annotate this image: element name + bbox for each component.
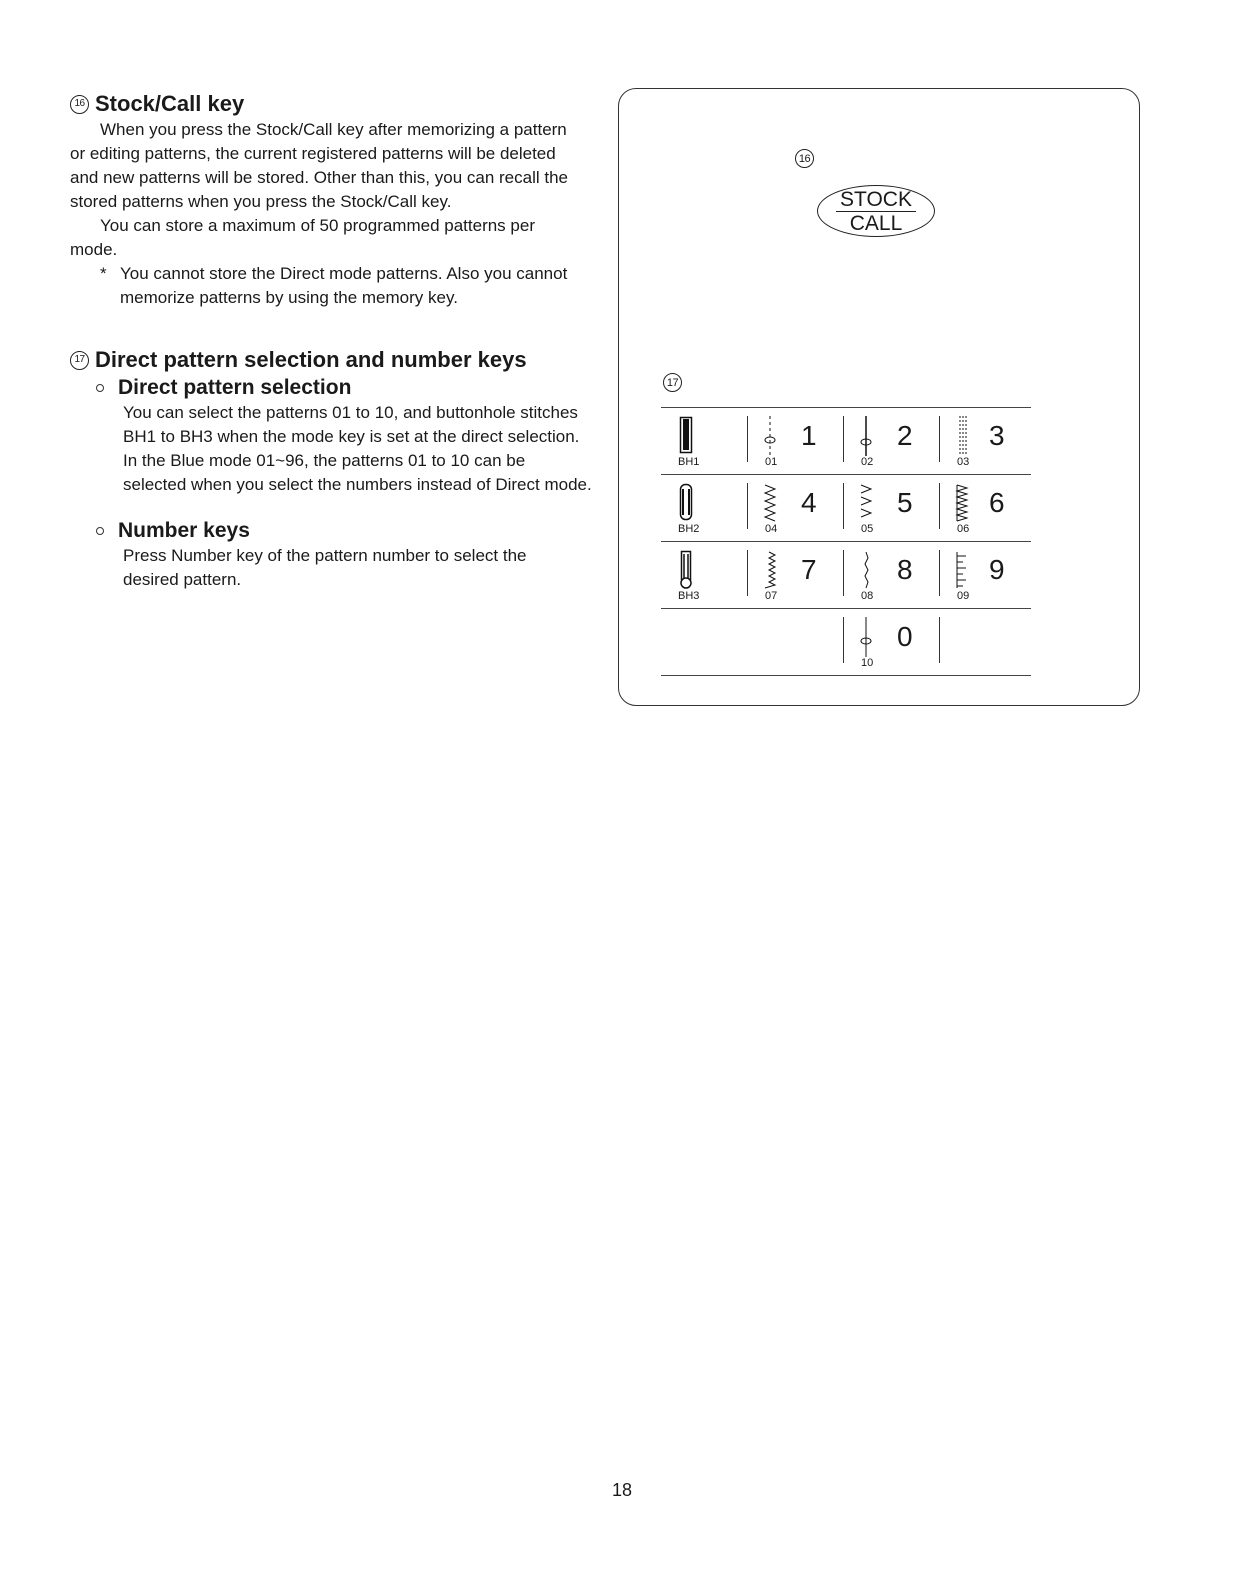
divider (939, 483, 940, 529)
pattern-code: 04 (765, 523, 778, 535)
pattern-05-icon (857, 481, 875, 525)
number-key-2[interactable] (843, 408, 939, 474)
text-column (70, 90, 600, 592)
callout-16-marker: 16 (70, 95, 89, 114)
pattern-code: 07 (765, 590, 778, 602)
stock-call-note-text: You cannot store the Direct mode patterns. Also you cannot memorize patterns by using the memory key. (120, 264, 568, 307)
key-digit: 0 (897, 621, 913, 652)
pattern-09-icon (953, 548, 971, 592)
number-key-6[interactable] (939, 475, 1031, 541)
callout-17-marker: 17 (70, 351, 89, 370)
key-digit: 6 (989, 487, 1005, 518)
pattern-code: 10 (861, 657, 874, 669)
callout-17-label: 17 (663, 373, 682, 392)
bh2-label: BH2 (678, 523, 700, 535)
pattern-code: 02 (861, 456, 874, 468)
pattern-06-icon (953, 481, 971, 525)
number-keys-paragraph: Press Number key of the pattern number to select the desired pattern. (123, 546, 527, 589)
buttonhole-bh2[interactable] (661, 475, 747, 541)
pattern-code: 09 (957, 590, 970, 602)
key-illustration-panel (618, 88, 1140, 706)
buttonhole-bh3-icon (679, 550, 693, 590)
pattern-08-icon (857, 548, 875, 592)
direct-selection-paragraph-1: You can select the patterns 01 to 10, and buttonhole stitches BH1 to BH3 when the mode key is set at the direct selection. (123, 403, 580, 446)
note-asterisk: * (100, 264, 107, 283)
key-row-3 (661, 541, 1031, 608)
direct-pattern-heading (70, 346, 600, 374)
divider (747, 416, 748, 462)
stock-call-paragraph-1: When you press the Stock/Call key after memorizing a pattern or editing patterns, the current registered patterns will be deleted and new patterns will be stored. Other than this, you can recall the stored patterns when you press the Stock/Call key. (70, 120, 568, 211)
key-digit: 1 (801, 420, 817, 451)
key-digit: 4 (801, 487, 817, 518)
pattern-code: 01 (765, 456, 778, 468)
divider (939, 617, 940, 663)
bullet-icon (96, 527, 104, 535)
direct-selection-subheading-text: Direct pattern selection (118, 376, 352, 399)
divider (843, 550, 844, 596)
number-key-5[interactable] (843, 475, 939, 541)
key-row-1 (661, 407, 1031, 474)
number-key-0[interactable] (843, 609, 939, 675)
number-keys-subheading-text: Number keys (118, 519, 250, 542)
key-digit: 3 (989, 420, 1005, 451)
pattern-code: 03 (957, 456, 970, 468)
direct-selection-subheading (96, 374, 600, 401)
number-keys-subheading (96, 517, 600, 544)
bh3-label: BH3 (678, 590, 700, 602)
callout-16-label: 16 (795, 149, 814, 168)
divider (747, 483, 748, 529)
pattern-code: 06 (957, 523, 970, 535)
buttonhole-bh3[interactable] (661, 542, 747, 608)
key-digit: 8 (897, 554, 913, 585)
buttonhole-bh1[interactable] (661, 408, 747, 474)
buttonhole-bh2-icon (679, 483, 693, 521)
number-key-1[interactable] (747, 408, 843, 474)
pattern-code: 08 (861, 590, 874, 602)
page-number: 18 (611, 1480, 633, 1500)
number-key-grid (661, 407, 1031, 676)
pattern-10-icon (857, 615, 875, 659)
stock-call-heading-text: Stock/Call key (95, 91, 245, 116)
stock-call-paragraph-2: You can store a maximum of 50 programmed patterns per mode. (70, 216, 535, 259)
pattern-07-icon (761, 548, 779, 592)
pattern-code: 05 (861, 523, 874, 535)
stock-call-note (100, 262, 580, 310)
bullet-icon (96, 384, 104, 392)
direct-selection-paragraph-2: In the Blue mode 01~96, the patterns 01 to 10 can be selected when you select the numbers instead of Direct mode. (123, 451, 592, 494)
key-digit: 5 (897, 487, 913, 518)
stock-call-heading (70, 90, 600, 118)
key-row-4 (661, 608, 1031, 676)
call-key-label: CALL (849, 211, 903, 235)
stock-call-key[interactable] (817, 185, 935, 237)
key-digit: 9 (989, 554, 1005, 585)
key-row-2 (661, 474, 1031, 541)
divider (843, 483, 844, 529)
number-key-3[interactable] (939, 408, 1031, 474)
pattern-04-icon (761, 481, 779, 525)
pattern-01-icon (761, 414, 779, 458)
divider (843, 416, 844, 462)
bh1-label: BH1 (678, 456, 700, 468)
pattern-02-icon (857, 414, 875, 458)
divider (939, 416, 940, 462)
divider (939, 550, 940, 596)
key-digit: 2 (897, 420, 913, 451)
number-key-9[interactable] (939, 542, 1031, 608)
direct-pattern-heading-text: Direct pattern selection and number keys (95, 347, 527, 372)
divider (843, 617, 844, 663)
number-key-7[interactable] (747, 542, 843, 608)
number-key-8[interactable] (843, 542, 939, 608)
stock-key-label: STOCK (840, 187, 912, 211)
number-key-4[interactable] (747, 475, 843, 541)
buttonhole-bh1-icon (679, 416, 693, 454)
divider (747, 550, 748, 596)
key-digit: 7 (801, 554, 817, 585)
pattern-03-icon (953, 414, 971, 458)
